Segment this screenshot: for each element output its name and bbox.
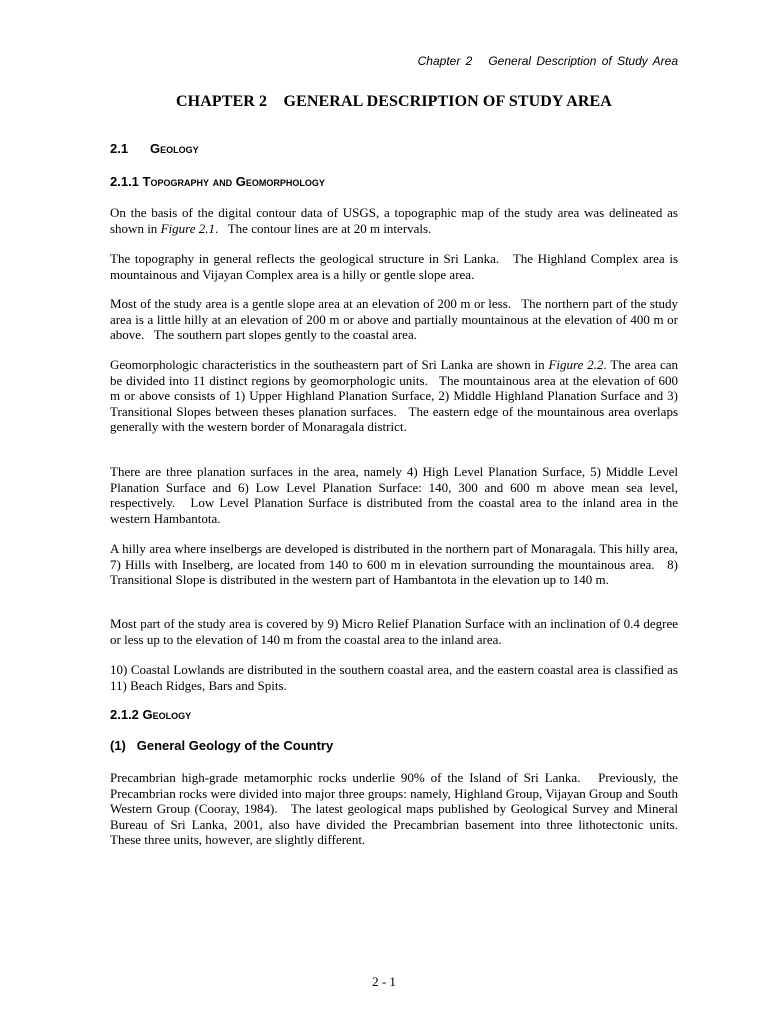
paragraph-text: . The contour lines are at 20 m intervals.	[214, 220, 432, 236]
section-heading-2-1-1	[110, 174, 678, 189]
figure-reference: Figure 2.1	[160, 220, 215, 236]
paragraph: Most of the study area is a gentle slope area at an elevation of 200 m or less. The northern part of the study area is a little hilly at an elevation of 200 m or above and partially mountainous at the elevation of 400 m or above. The southern part slopes gently to the coastal area.	[110, 296, 682, 342]
page-number: 2 - 1	[372, 974, 396, 989]
chapter-title: CHAPTER 2 GENERAL DESCRIPTION OF STUDY AREA	[176, 93, 612, 110]
section-title: Topography and Geomorphology	[142, 174, 325, 189]
paragraph	[110, 205, 678, 236]
section-title: Geology	[142, 707, 192, 722]
paragraph-text: On the basis of the digital contour data of USGS, a topographic map of the study area was delineated as shown in	[110, 205, 678, 236]
section-heading-2-1-2	[110, 707, 678, 722]
section-number: 2.1.1	[110, 174, 139, 189]
paragraph: There are three planation surfaces in the area, namely 4) High Level Planation Surface, 5) Middle Level Planation Surface and 6) Low Level Planation Surface: 140, 300 and 600 m above mean sea level, respectively. Low Level Planation Surface is distributed from the coastal area to the inland area in the western Hambantota.	[110, 464, 682, 526]
section-heading-2-1	[110, 141, 678, 156]
section-number: 2.1.2	[110, 707, 139, 722]
paragraph: 10) Coastal Lowlands are distributed in the southern coastal area, and the eastern coastal area is classified as 11) Beach Ridges, Bars and Spits.	[110, 662, 682, 693]
paragraph: Most part of the study area is covered by 9) Micro Relief Planation Surface with an inclination of 0.4 degree or less up to the elevation of 140 m from the coastal area to the inland area.	[110, 616, 682, 647]
paragraph: A hilly area where inselbergs are developed is distributed in the northern part of Monaragala. This hilly area, 7) Hills with Inselberg, are located from 140 to 600 m in elevation surrounding the mountainous area. 8) Transitional Slope is distributed in the western part of Hambantota in the elevation up to 140 m.	[110, 541, 682, 587]
figure-reference: Figure 2.2	[548, 357, 604, 372]
section-title: Geology	[150, 141, 199, 156]
running-header: Chapter 2 General Description of Study Area	[417, 54, 678, 68]
paragraph: The topography in general reflects the geological structure in Sri Lanka. The Highland Complex area is mountainous and Vijayan Complex area is a hilly or gentle slope area.	[110, 251, 682, 282]
paragraph	[110, 357, 682, 435]
paragraph: Precambrian high-grade metamorphic rocks underlie 90% of the Island of Sri Lanka. Previously, the Precambrian rocks were divided into major three groups: namely, Highland Group, Vijayan Group and South Western Group (Cooray, 1984). The latest geological maps published by Geological Survey and Mineral Bureau of Sri Lanka, 2001, also have divided the Precambrian basement into three lithotectonic units. These three units, however, are slightly different.	[110, 770, 688, 847]
paragraph-text: Geomorphologic characteristics in the southeastern part of Sri Lanka are shown in	[110, 357, 549, 372]
section-number: 2.1	[110, 141, 129, 156]
subsection-heading: (1) General Geology of the Country	[110, 738, 334, 753]
paragraph-text: . The area can be divided into 11 distinct regions by geomorphologic units. The mountainous area at the elevation of 600 m or above consists of 1) Upper Highland Planation Surface, 2) Middle Highland Planation Surface and 3) Transitional Slopes between theses planation surfaces. The eastern edge of the mountainous area overlaps generally with the western border of Monaragala district.	[110, 357, 682, 434]
